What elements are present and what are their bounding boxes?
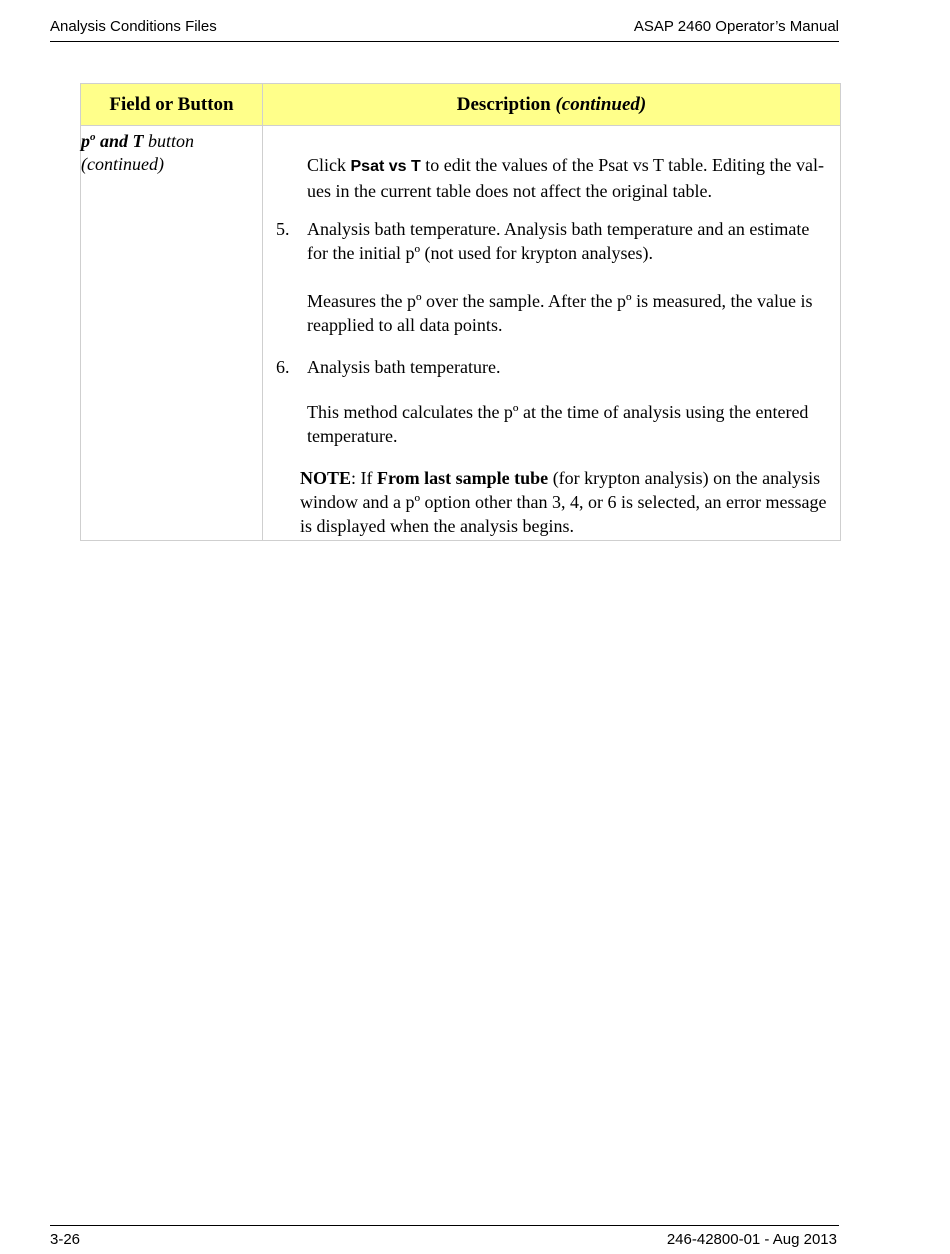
header-section-title: Analysis Conditions Files — [50, 18, 217, 35]
note-paragraph: NOTE: If From last sample tube (for krypton analysis) on the analysis window and a pº option other than 3, 4, or 6 is selected, an error message is displayed when the analysis begins. — [300, 468, 827, 536]
note-label: NOTE — [300, 468, 352, 488]
field-column-header: Field or Button — [81, 84, 263, 126]
running-footer — [50, 1225, 839, 1250]
description-header-continued: (continued) — [555, 93, 647, 115]
field-p-superscript: o — [90, 131, 96, 143]
header-manual-title: ASAP 2460 Operator’s Manual — [633, 18, 839, 35]
item-5-detail: Measures the pº over the sample. After the pº is measured, the value is reapplied to all data points. — [307, 291, 813, 335]
field-p-symbol: p — [81, 131, 90, 151]
document-number: 246-42800-01 - Aug 2013 — [666, 1231, 837, 1248]
description-header-label: Description — [456, 93, 556, 115]
psat-vs-t-button-ref: Psat vs T — [350, 158, 421, 175]
running-header — [50, 17, 839, 42]
item-5-text: Analysis bath temperature. Analysis bath temperature and an estimate for the initial pº (not used for krypton analyses). — [307, 219, 810, 263]
item-6-number: 6. — [276, 357, 290, 377]
page-number: 3-26 — [50, 1231, 81, 1248]
table-row — [81, 126, 841, 541]
psat-paragraph: Click Psat vs T to edit the values of the Psat vs T table. Editing the val- ues in the current table does not affect the original table. — [307, 155, 825, 201]
field-and-t: and T — [95, 131, 144, 151]
description-column-header — [263, 84, 841, 126]
table-header-row — [81, 84, 841, 126]
description-cell — [263, 126, 841, 541]
field-cell — [81, 126, 263, 541]
field-button-word: button — [143, 131, 195, 151]
from-last-sample-tube-ref: From last sample tube — [377, 468, 549, 488]
item-6-detail: This method calculates the pº at the time of analysis using the entered temperature. — [307, 402, 809, 446]
field-description-table — [80, 83, 841, 541]
item-5-number: 5. — [276, 219, 290, 239]
item-6-text: Analysis bath temperature. — [307, 357, 501, 377]
field-continued: (continued) — [81, 154, 164, 174]
